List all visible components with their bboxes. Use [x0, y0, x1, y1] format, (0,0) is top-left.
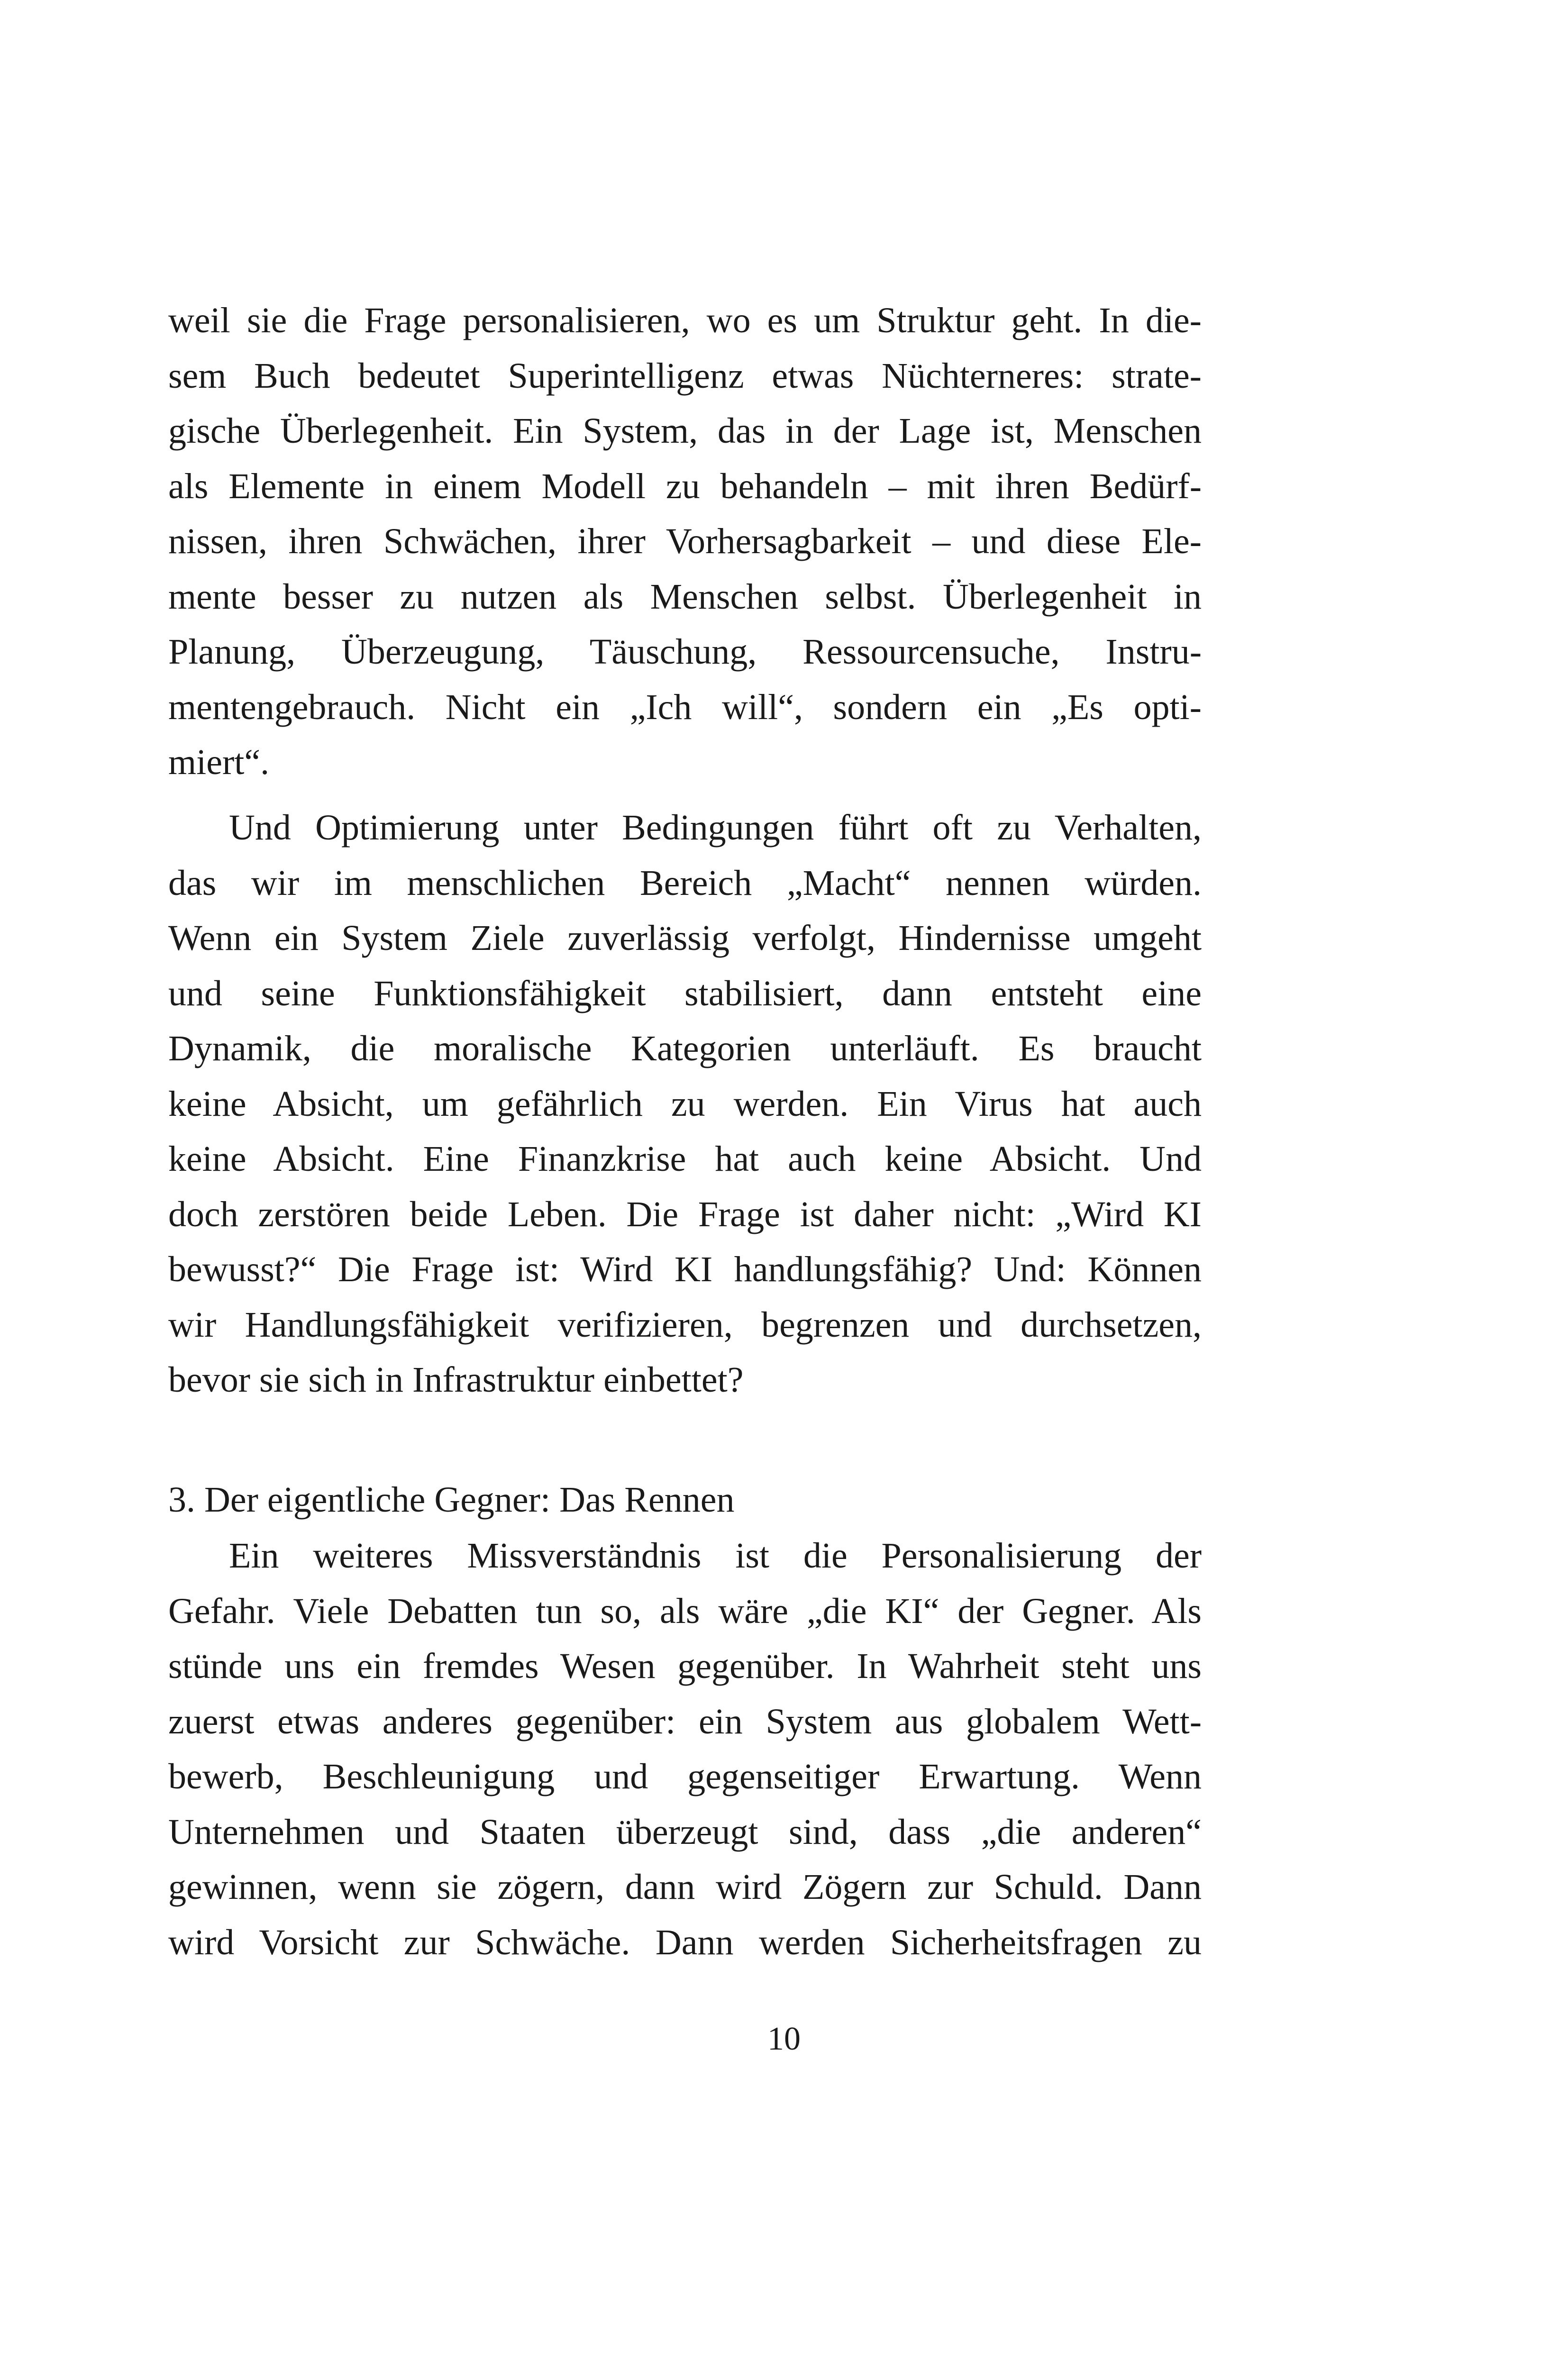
- paragraph-line: bewusst?“ Die Frage ist: Wird KI handlungsfähig? Und: Können: [168, 1249, 1202, 1289]
- paragraph-line: wird Vorsicht zur Schwäche. Dann werden Sicherheitsfragen zu: [168, 1922, 1202, 1962]
- paragraph-line: wir Handlungsfähigkeit verifizieren, begrenzen und durchsetzen,: [168, 1304, 1202, 1345]
- paragraph-line: stünde uns ein fremdes Wesen gegenüber. In Wahrheit steht uns: [168, 1646, 1202, 1686]
- section-heading: [168, 1472, 1202, 1528]
- paragraph-line: gewinnen, wenn sie zögern, dann wird Zögern zur Schuld. Dann: [168, 1867, 1202, 1907]
- paragraph-line: das wir im menschlichen Bereich „Macht“ nennen würden.: [168, 863, 1202, 903]
- paragraph-line: zuerst etwas anderes gegenüber: ein System aus globalem Wett-: [168, 1701, 1202, 1741]
- paragraph-line: bevor sie sich in Infrastruktur einbettet?: [168, 1360, 744, 1400]
- paragraph-3: [168, 1528, 1202, 1970]
- paragraph-line: weil sie die Frage personalisieren, wo es um Struktur geht. In die-: [168, 301, 1202, 340]
- paragraph-line: Ein weiteres Missverständnis ist die Personalisierung der: [229, 1536, 1202, 1576]
- paragraph-line: als Elemente in einem Modell zu behandeln – mit ihren Bedürf-: [168, 466, 1202, 506]
- paragraph-line: sem Buch bedeutet Superintelligenz etwas Nüchterneres: strate-: [168, 356, 1202, 396]
- paragraph-1: [168, 293, 1202, 790]
- section-heading-text: 3. Der eigentliche Gegner: Das Rennen: [168, 1480, 735, 1520]
- page-number: 10: [767, 2021, 801, 2057]
- paragraph-line: mentengebrauch. Nicht ein „Ich will“, sondern ein „Es opti-: [168, 687, 1202, 727]
- paragraph-line: Wenn ein System Ziele zuverlässig verfolgt, Hindernisse umgeht: [168, 918, 1202, 958]
- paragraph-line: nissen, ihren Schwächen, ihrer Vorhersagbarkeit – und diese Ele-: [168, 521, 1202, 561]
- paragraph-line: gische Überlegenheit. Ein System, das in der Lage ist, Menschen: [168, 411, 1202, 451]
- paragraph-line: bewerb, Beschleunigung und gegenseitiger Erwartung. Wenn: [168, 1757, 1202, 1796]
- paragraph-line: miert“.: [168, 742, 270, 782]
- paragraph-line: doch zerstören beide Leben. Die Frage ist daher nicht: „Wird KI: [168, 1194, 1202, 1234]
- paragraph-line: keine Absicht. Eine Finanzkrise hat auch keine Absicht. Und: [168, 1139, 1202, 1179]
- paragraph-2: [168, 800, 1202, 1408]
- paragraph-line: Planung, Überzeugung, Täuschung, Ressourcensuche, Instru-: [168, 632, 1202, 672]
- paragraph-line: mente besser zu nutzen als Menschen selbst. Überlegenheit in: [168, 576, 1202, 617]
- paragraph-line: keine Absicht, um gefährlich zu werden. Ein Virus hat auch: [168, 1084, 1202, 1124]
- paragraph-line: Unternehmen und Staaten überzeugt sind, dass „die anderen“: [168, 1812, 1202, 1852]
- paragraph-line: Dynamik, die moralische Kategorien unterläuft. Es braucht: [168, 1029, 1202, 1068]
- paragraph-line: Gefahr. Viele Debatten tun so, als wäre „die KI“ der Gegner. Als: [168, 1591, 1202, 1631]
- paragraph-line: und seine Funktionsfähigkeit stabilisiert, dann entsteht eine: [168, 973, 1202, 1013]
- paragraph-line: Und Optimierung unter Bedingungen führt oft zu Verhalten,: [229, 808, 1202, 848]
